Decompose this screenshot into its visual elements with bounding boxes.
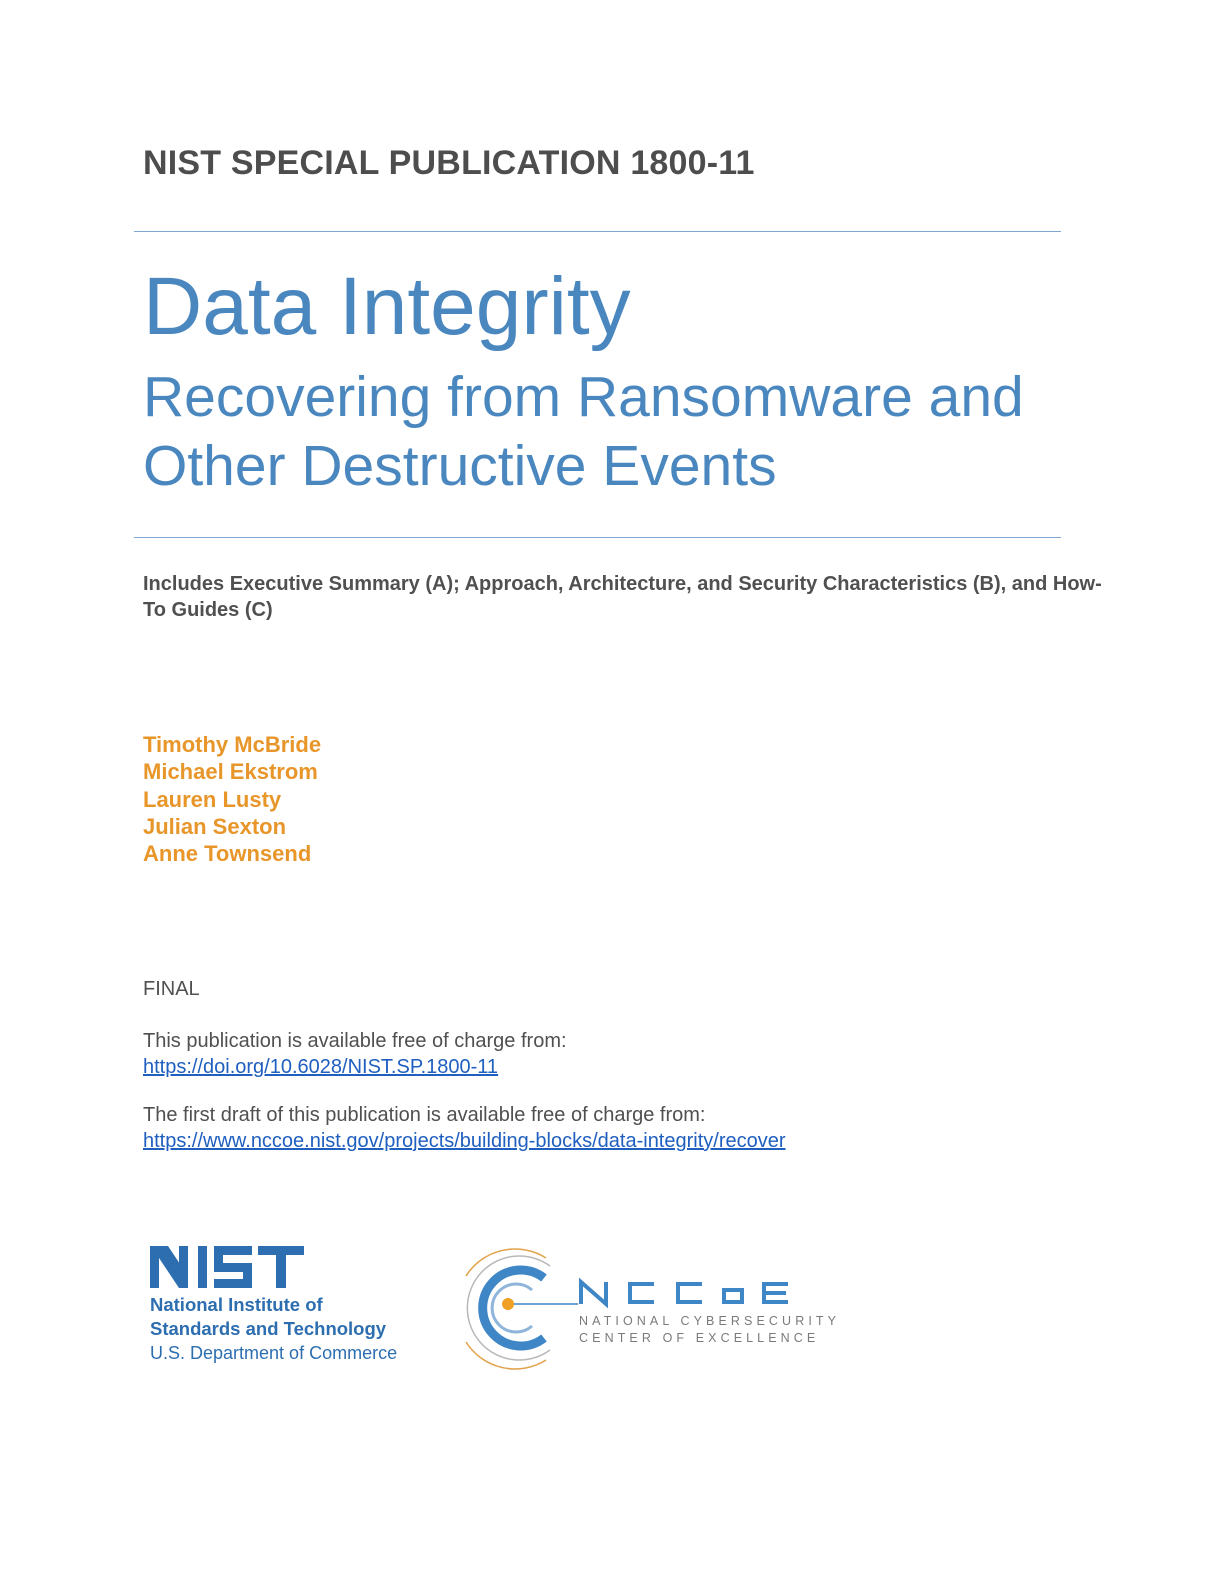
draft-link[interactable]: https://www.nccoe.nist.gov/projects/building-blocks/data-integrity/recover [143,1130,786,1152]
author-name: Timothy McBride [143,732,322,757]
nist-logo [148,1244,420,1368]
nist-logo-line: Standards and Technology [150,1318,387,1339]
nist-wordmark-icon [148,1244,308,1290]
top-divider [134,231,1061,232]
publication-series: NIST SPECIAL PUBLICATION 1800-11 [143,144,755,182]
author-name: Julian Sexton [143,813,287,839]
nccoe-logo-line: NATIONAL CYBERSECURITY [579,1314,841,1328]
nccoe-logo [446,1246,856,1370]
publication-status: FINAL [143,978,200,1000]
availability-draft [143,1102,1043,1154]
bottom-divider [134,537,1061,538]
author-list [143,731,321,867]
author-name: Michael Ekstrom [143,759,318,785]
document-title: Data Integrity [143,261,631,352]
nccoe-logo-line: CENTER OF EXCELLENCE [579,1331,820,1345]
author-name: Anne Townsend [143,841,312,867]
nist-logo-line: U.S. Department of Commerce [150,1343,398,1363]
nccoe-emblem-icon [446,1246,856,1370]
availability-text: This publication is available free of charge from: [143,1030,567,1052]
author-name: Lauren Lusty [143,786,282,812]
draft-availability-text: The first draft of this publication is available free of charge from: [143,1104,706,1126]
includes-statement: Includes Executive Summary (A); Approach, Architecture, and Security Characteristics (B), and How-To Guides (C) [143,573,1102,621]
doi-link[interactable]: https://doi.org/10.6028/NIST.SP.1800-11 [143,1056,499,1078]
availability-final [143,1028,1043,1080]
nist-logo-line: National Institute of [150,1294,323,1315]
document-subtitle: Recovering from Ransomware and Other Destructive Events [143,365,1024,498]
